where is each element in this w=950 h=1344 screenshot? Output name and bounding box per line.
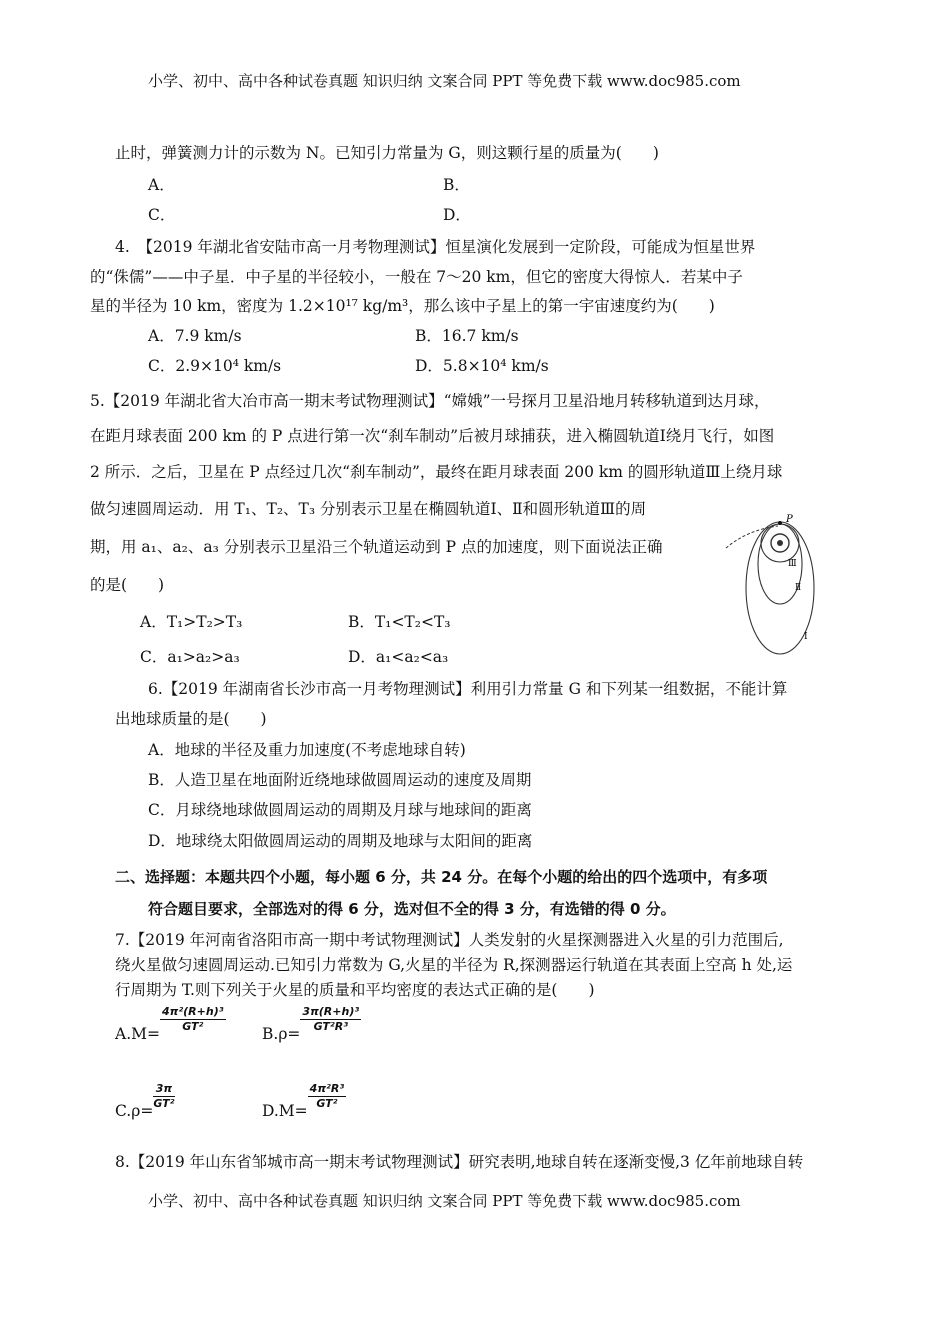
q5-stem-line-5: 期，用 a₁、a₂、a₃ 分别表示卫星沿三个轨道运动到 P 点的加速度，则下面说法正确: [90, 538, 663, 556]
q5-option-a: A．T₁>T₂>T₃: [140, 613, 243, 631]
q4-stem-line-1: 4. 【2019 年湖北省安陆市高一月考物理测试】恒星演化发展到一定阶段，可能成为恒星世界: [115, 238, 756, 256]
moon-core: [777, 540, 783, 546]
q7-option-b: [262, 1006, 361, 1043]
q7-stem-line-2: 绕火星做匀速圆周运动.已知引力常数为 G,火星的半径为 R,探测器运行轨道在其表面上空高 h 处,运: [115, 956, 793, 974]
label-iii: Ⅲ: [788, 559, 797, 569]
q4-option-c: C．2.9×10⁴ km/s: [148, 357, 282, 375]
q4-stem-line-2: 的“侏儒”——中子星．中子星的半径较小，一般在 7～20 km，但它的密度大得惊人．若某中子: [90, 268, 743, 286]
q4-stem-line-3: 星的半径为 10 km，密度为 1.2×10¹⁷ kg/m³，那么该中子星上的第一宇宙速度约为( ): [90, 297, 715, 315]
page-header: 小学、初中、高中各种试卷真题 知识归纳 文案合同 PPT 等免费下载 www.doc985.com: [148, 72, 741, 90]
label-p: P: [786, 514, 793, 525]
q7-option-d-denominator: GT²: [316, 1097, 338, 1110]
q4-option-d: D．5.8×10⁴ km/s: [415, 357, 549, 375]
orbit-diagram: [722, 508, 832, 660]
q3-stem: 止时，弹簧测力计的示数为 N。已知引力常量为 G，则这颗行星的质量为( ): [115, 144, 659, 162]
q7-option-c-denominator: GT²: [153, 1097, 175, 1110]
q6-option-d: D．地球绕太阳做圆周运动的周期及地球与太阳间的距离: [148, 832, 533, 850]
q7-option-d-numerator: 4π²R³: [309, 1082, 345, 1095]
q5-stem-line-1: 5.【2019 年湖北省大冶市高一期末考试物理测试】“嫦娥”一号探月卫星沿地月转移轨道到达月球，: [90, 392, 770, 410]
transfer-orbit-path: [726, 526, 778, 548]
q5-option-c: C．a₁>a₂>a₃: [140, 648, 240, 666]
q7-stem-line-3: 行周期为 T.则下列关于火星的质量和平均密度的表达式正确的是( ): [115, 981, 595, 999]
q7-option-a: [115, 1006, 226, 1043]
q5-stem-line-3: 2 所示．之后，卫星在 P 点经过几次“刹车制动”，最终在距月球表面 200 km 的圆形轨道Ⅲ上绕月球: [90, 463, 783, 481]
q7-option-b-label: B.ρ=: [262, 1025, 301, 1043]
q6-stem-line-1: 6.【2019 年湖南省长沙市高一月考物理测试】利用引力常量 G 和下列某一组数据，不能计算: [148, 680, 788, 698]
q7-option-a-numerator: 4π²(R+h)³: [161, 1005, 224, 1018]
q7-option-c-label: C.ρ=: [115, 1102, 154, 1120]
q7-option-a-label: A.M=: [115, 1025, 160, 1043]
label-i: Ⅰ: [804, 632, 808, 642]
q7-option-d-fraction: [308, 1083, 346, 1110]
q8-stem-line-1: 8.【2019 年山东省邹城市高一期末考试物理测试】研究表明,地球自转在逐渐变慢,3 亿年前地球自转: [115, 1153, 804, 1171]
q7-option-b-numerator: 3π(R+h)³: [302, 1005, 360, 1018]
q7-option-c-fraction: [153, 1083, 174, 1110]
q3-option-b: B．: [443, 176, 470, 194]
q5-stem-line-2: 在距月球表面 200 km 的 P 点进行第一次“刹车制动”后被月球捕获，进入椭圆轨道Ⅰ绕月飞行，如图: [90, 427, 775, 445]
point-p: [778, 521, 782, 525]
q7-option-d: [262, 1083, 346, 1120]
q5-option-b: B．T₁<T₂<T₃: [348, 613, 451, 631]
q3-option-d: D．: [443, 206, 471, 224]
q5-stem-line-6: 的是( ): [90, 576, 165, 594]
q5-stem-line-4: 做匀速圆周运动．用 T₁、T₂、T₃ 分别表示卫星在椭圆轨道Ⅰ、Ⅱ和圆形轨道Ⅲ的周: [90, 500, 647, 518]
page-footer: 小学、初中、高中各种试卷真题 知识归纳 文案合同 PPT 等免费下载 www.doc985.com: [148, 1192, 741, 1210]
q7-option-c-numerator: 3π: [153, 1083, 174, 1097]
q7-stem-line-1: 7.【2019 年河南省洛阳市高一期中考试物理测试】人类发射的火星探测器进入火星的引力范围后,: [115, 931, 784, 949]
q4-option-a: A．7.9 km/s: [148, 327, 242, 345]
section-2-line-2: 符合题目要求，全部选对的得 6 分，选对但不全的得 3 分，有选错的得 0 分。: [148, 900, 676, 918]
section-2-line-1: 二、选择题：本题共四个小题，每小题 6 分，共 24 分。在每个小题的给出的四个选项中，有多项: [115, 868, 768, 886]
q6-option-a: A．地球的半径及重力加速度(不考虑地球自转): [148, 741, 466, 759]
q7-option-a-fraction: [160, 1006, 226, 1033]
q7-option-c: [115, 1083, 175, 1120]
label-ii: Ⅱ: [795, 583, 802, 593]
q7-option-a-denominator: GT²: [182, 1020, 204, 1033]
q3-option-a: A．: [148, 176, 175, 194]
q6-option-b: B．人造卫星在地面附近绕地球做圆周运动的速度及周期: [148, 771, 532, 789]
q4-option-b: B．16.7 km/s: [415, 327, 519, 345]
q6-stem-line-2: 出地球质量的是( ): [115, 710, 267, 728]
q6-option-c: C．月球绕地球做圆周运动的周期及月球与地球间的距离: [148, 801, 532, 819]
q7-option-b-fraction: [300, 1006, 361, 1033]
q5-option-d: D．a₁<a₂<a₃: [348, 648, 449, 666]
q7-option-d-label: D.M=: [262, 1102, 308, 1120]
q7-option-b-denominator: GT²R³: [313, 1020, 349, 1033]
q3-option-c: C．: [148, 206, 176, 224]
